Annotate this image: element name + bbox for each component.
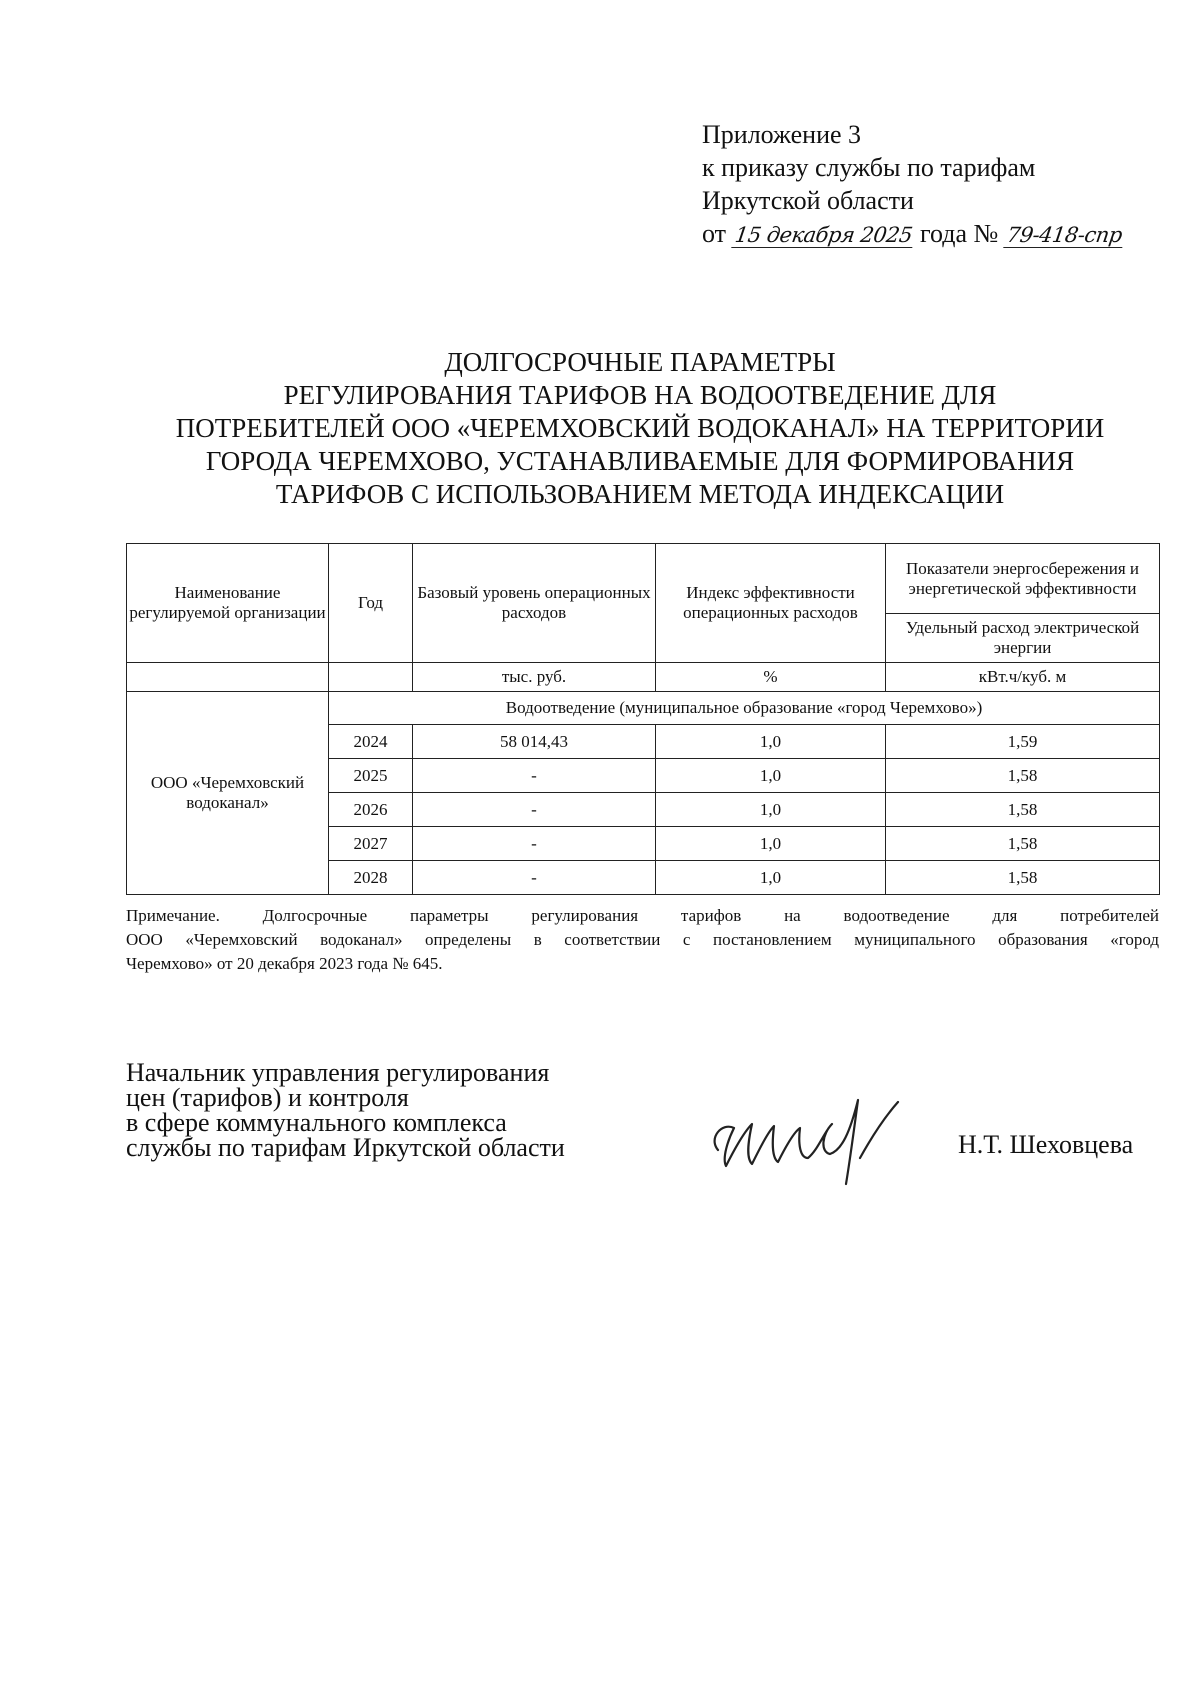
row-index: 1,0 — [656, 861, 886, 895]
row-electricity: 1,58 — [886, 759, 1160, 793]
signatory-name: Н.Т. Шеховцева — [958, 1130, 1134, 1159]
handwritten-date: 15 декабря 2025 — [731, 223, 915, 248]
handwritten-order-number: 79-418-спр — [1003, 223, 1125, 248]
position-line-1: Начальник управления регулирования — [126, 1058, 550, 1087]
section-label: Водоотведение (муниципальное образование «город Черемхово») — [329, 692, 1160, 725]
row-electricity: 1,58 — [886, 827, 1160, 861]
title-line-5: ТАРИФОВ С ИСПОЛЬЗОВАНИЕМ МЕТОДА ИНДЕКСАЦИИ — [275, 479, 1005, 509]
appendix-line-1: Приложение 3 — [702, 120, 862, 149]
unit-electricity: кВт.ч/куб. м — [886, 663, 1160, 692]
row-base: - — [413, 827, 656, 861]
title-line-3: ПОТРЕБИТЕЛЕЙ ООО «ЧЕРЕМХОВСКИЙ ВОДОКАНАЛ» НА ТЕРРИТОРИИ — [175, 413, 1105, 443]
note-line-3: Черемхово» от 20 декабря 2023 года № 645. — [126, 954, 443, 973]
header-energy-group: Показатели энергосбережения и энергетической эффективности — [886, 544, 1160, 614]
row-index: 1,0 — [656, 827, 886, 861]
row-index: 1,0 — [656, 793, 886, 827]
parameters-table — [126, 543, 1160, 895]
unit-efficiency-index: % — [656, 663, 886, 692]
header-electricity: Удельный расход электрической энергии — [886, 614, 1160, 663]
appendix-order-line — [702, 217, 1124, 250]
header-year: Год — [329, 544, 413, 663]
unit-org-empty — [127, 663, 329, 692]
row-base: 58 014,43 — [413, 725, 656, 759]
year-number-label: года № — [920, 219, 999, 248]
signatory-position — [126, 1060, 565, 1160]
row-electricity: 1,58 — [886, 793, 1160, 827]
title-line-1: ДОЛГОСРОЧНЫЕ ПАРАМЕТРЫ — [444, 347, 836, 377]
header-org: Наименование регулируемой организации — [127, 544, 329, 663]
org-name-cell: ООО «Черемховский водоканал» — [127, 692, 329, 895]
row-base: - — [413, 759, 656, 793]
handwritten-signature — [700, 1080, 930, 1190]
unit-base-level: тыс. руб. — [413, 663, 656, 692]
row-electricity: 1,59 — [886, 725, 1160, 759]
row-base: - — [413, 793, 656, 827]
table-note — [126, 904, 1159, 976]
appendix-line-3: Иркутской области — [702, 186, 914, 215]
document-title — [120, 346, 1160, 511]
row-year: 2026 — [329, 793, 413, 827]
unit-year-empty — [329, 663, 413, 692]
position-line-4: службы по тарифам Иркутской области — [126, 1133, 565, 1162]
position-line-3: в сфере коммунального комплекса — [126, 1108, 507, 1137]
from-label: от — [702, 219, 727, 248]
title-line-2: РЕГУЛИРОВАНИЯ ТАРИФОВ НА ВОДООТВЕДЕНИЕ ДЛЯ — [283, 380, 997, 410]
header-base-level: Базовый уровень операционных расходов — [413, 544, 656, 663]
row-year: 2028 — [329, 861, 413, 895]
row-index: 1,0 — [656, 725, 886, 759]
row-year: 2024 — [329, 725, 413, 759]
row-year: 2027 — [329, 827, 413, 861]
header-efficiency-index: Индекс эффективности операционных расходов — [656, 544, 886, 663]
note-line-1: Примечание. Долгосрочные параметры регулирования тарифов на водоотведение для потребителей — [126, 906, 1159, 925]
appendix-line-2: к приказу службы по тарифам — [702, 153, 1036, 182]
row-year: 2025 — [329, 759, 413, 793]
row-base: - — [413, 861, 656, 895]
title-line-4: ГОРОДА ЧЕРЕМХОВО, УСТАНАВЛИВАЕМЫЕ ДЛЯ ФОРМИРОВАНИЯ — [205, 446, 1075, 476]
row-electricity: 1,58 — [886, 861, 1160, 895]
appendix-header — [702, 118, 1124, 250]
position-line-2: цен (тарифов) и контроля — [126, 1083, 409, 1112]
note-line-2: ООО «Черемховский водоканал» определены в соответствии с постановлением муниципального образования «город — [126, 930, 1159, 949]
row-index: 1,0 — [656, 759, 886, 793]
